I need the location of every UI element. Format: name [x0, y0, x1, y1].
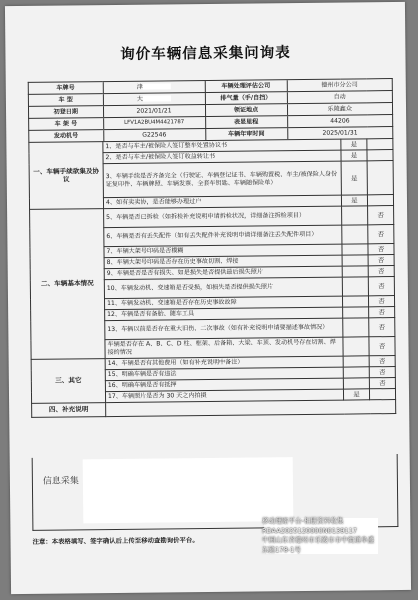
redaction-block	[143, 95, 171, 101]
item-text: 17、车辆照片是否为 30 天之内拍摄	[105, 389, 343, 402]
item-text: 12、车辆是否有备胎、随车工具	[105, 307, 343, 320]
model-value: 大	[136, 95, 143, 103]
item-text: 5、车辆是否已拆检（如拆检补充说明申请拆检状况，详细备注拆检项目）	[104, 206, 342, 227]
item-yes-mark: 是	[341, 150, 367, 161]
item-no-mark: 否	[368, 277, 394, 296]
item-no-mark: 否	[368, 225, 394, 244]
item-no-mark: 否	[369, 337, 395, 356]
item-no-mark: 否	[369, 367, 395, 378]
section-title-basic-condition: 二、车辆基本情况	[30, 209, 106, 360]
redaction-block	[143, 83, 171, 89]
vin-value: LFV1A2BU4M4421787	[103, 117, 205, 129]
section-title-procedures: 一、车辆手续欲集及协议	[29, 142, 104, 210]
item-no-mark	[367, 161, 393, 195]
plate-label: 车牌号	[29, 82, 103, 94]
license-place-value: 乐陵鑫众	[327, 105, 352, 113]
company-value: 德州市分公司	[321, 81, 358, 89]
item-yes-mark	[342, 296, 368, 307]
reg-date-label: 初登日期	[29, 106, 103, 118]
inspection-label: 车辆年审时间	[205, 128, 287, 140]
item-text: 3、车辆手续是否齐备完全（行驶证、车辆登记证书、车辆购置税、车主/被保险人身份证复印件、车辆牌照、车辆发票、全套车钥匙、车辆随保险单）	[103, 161, 341, 197]
reg-date-value: 2021/01/21	[103, 105, 205, 117]
watermark-line: 东路178-1号	[262, 545, 301, 554]
form-table	[28, 78, 396, 418]
item-text: 2、是否与车主/被保险人签订收益转让书	[103, 150, 341, 163]
item-yes-mark	[342, 206, 368, 225]
item-yes-mark	[343, 337, 369, 356]
model-label: 车 型	[29, 94, 103, 106]
item-yes-mark	[343, 318, 369, 337]
item-no-mark: 否	[368, 206, 394, 225]
item-yes-mark	[343, 307, 369, 318]
item-yes-mark	[343, 367, 369, 378]
redaction-block	[83, 457, 294, 523]
location-watermark	[262, 517, 410, 555]
company-label: 车辆处理评估公司	[205, 80, 287, 92]
item-no-mark: 否	[369, 307, 395, 318]
transmission-value: 自动	[333, 93, 346, 101]
item-yes-mark	[343, 378, 369, 389]
info-collector-label: 信息采集	[42, 476, 79, 487]
inquiry-form-sheet	[5, 2, 411, 594]
item-text: 1、是否与车主/被保险人签订整车处置协议书	[103, 139, 341, 152]
item-yes-mark	[342, 277, 368, 296]
item-yes-mark	[342, 255, 368, 266]
vin-label: 车 架 号	[29, 118, 103, 130]
item-yes-mark	[342, 244, 368, 255]
item-text: 6、车辆是否有丢失配件（如有丢失配件补充说明申请详细备注丢失配件项目）	[104, 225, 342, 246]
item-text: 10、车辆发动机、变速箱是否受损，如损失是否提供损失照片	[104, 277, 342, 298]
item-text: 7、车辆大架号印码是否模糊	[104, 244, 342, 257]
item-text: 11、车辆发动机、变速箱是否存在历史事故故障	[105, 296, 343, 309]
inspection-value: 2025/01/31	[322, 129, 358, 137]
item-yes-mark: 是	[341, 161, 367, 195]
item-text: 4、如有卖卖协，是否能够办理过户	[103, 195, 341, 208]
section-title-other: 三、其它	[31, 359, 105, 404]
item-yes-mark	[343, 356, 369, 367]
item-no-mark	[367, 150, 393, 161]
item-text: 15、明确车辆是否有违法	[105, 367, 343, 380]
item-no-mark: 否	[369, 318, 395, 337]
mileage-label: 表显里程	[205, 116, 287, 128]
item-no-mark: 否	[368, 255, 394, 266]
supplement-row	[32, 400, 396, 418]
item-yes-mark	[342, 225, 368, 244]
watermark-line: 移动理赔平台-相册资料收集	[262, 517, 344, 525]
item-no-mark	[367, 139, 393, 150]
form-title: 询价车辆信息采集问询表	[120, 45, 291, 63]
transmission-label: 排气量（手/自挡）	[205, 92, 287, 104]
item-no-mark	[367, 195, 393, 206]
engine-label: 发动机号	[29, 130, 103, 142]
item-text: 13、车辆以前是否存在重大旧伤、二次事故（如有补充说明申请要描述事故情况）	[105, 318, 343, 339]
item-text: 14、车辆是否有其他费用（如有补充说明中备注）	[105, 356, 343, 369]
item-text: 9、车辆是否是否有损失、如是损失是否提供最后损失照片	[104, 266, 342, 279]
section-title-supplement: 四、补充说明	[32, 403, 106, 418]
item-yes-mark: 是	[341, 195, 367, 206]
watermark-line: RDAA2025120000N0139117	[262, 526, 357, 535]
item-no-mark: 否	[368, 244, 394, 255]
engine-value: G22546	[103, 129, 205, 141]
item-no-mark	[369, 389, 395, 400]
footer-note: 注意：本表格填写、签字确认后上传至移动查勘询价平台。	[32, 536, 199, 546]
item-yes-mark: 是	[343, 389, 369, 400]
watermark-line: 中国山东省德州市乐陵市市中街道阜盛	[262, 536, 375, 545]
item-text: 16、明确车辆是否有抵押	[105, 378, 343, 391]
item-yes-mark: 是	[341, 139, 367, 150]
item-no-mark: 否	[368, 296, 394, 307]
item-no-mark: 否	[369, 378, 395, 389]
item-no-mark: 否	[369, 356, 395, 367]
item-yes-mark	[342, 266, 368, 277]
item-text: 8、车辆大架号印码是否存在历史事故切割、焊接	[104, 255, 342, 268]
mileage-value: 44206	[330, 117, 350, 125]
license-place-label: 领证地点	[205, 104, 287, 116]
item-no-mark: 否	[368, 266, 394, 277]
plate-value: 津	[136, 83, 143, 91]
item-text: 车辆是否存在 A、B、C、D 柱、框架、后备箱、大梁、车顶、发动机号存在切割、焊接的情况	[105, 337, 343, 358]
supplement-content	[106, 400, 396, 417]
